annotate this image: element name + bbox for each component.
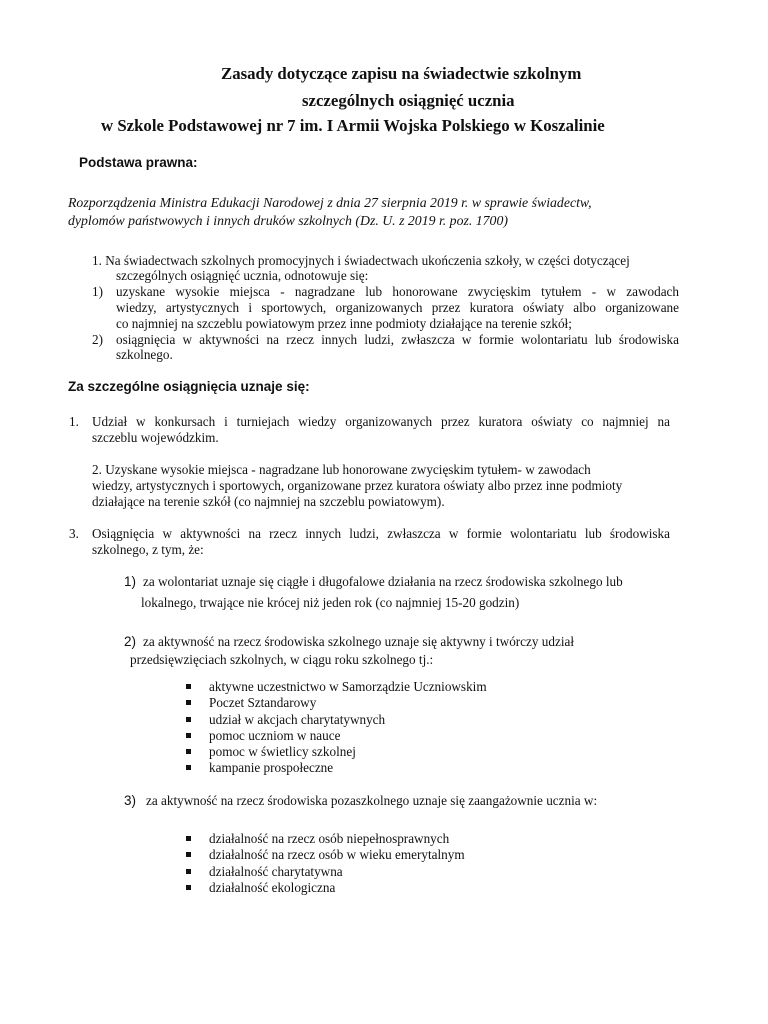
sub-3-number: 3) xyxy=(124,793,137,808)
list-item: działalność na rzecz osób w wieku emerytalnym xyxy=(186,847,465,863)
list-item: działalność ekologiczna xyxy=(186,880,465,896)
achievements-heading: Za szczególne osiągnięcia uznaje się: xyxy=(68,379,310,394)
document-title-line-3: w Szkole Podstawowej nr 7 im. I Armii Wojska Polskiego w Koszalinie xyxy=(101,116,605,135)
bullet-square-icon xyxy=(186,717,191,722)
point-1-number: 1. xyxy=(69,414,79,429)
section1-item-1-line-2: wiedzy, artystycznych i sportowych, organizowanych przez kuratora oświaty albo organizowane xyxy=(116,300,679,315)
sub-1-line-1: za wolontariat uznaje się ciągłe i długofalowe działania na rzecz środowiska szkolnego lub xyxy=(143,574,623,589)
bullet-square-icon xyxy=(186,700,191,705)
section1-item-1-line-3: co najmniej na szczeblu powiatowym przez inne podmioty działające na terenie szkół; xyxy=(116,316,572,331)
bullet-square-icon xyxy=(186,684,191,689)
point-2-line-3: działające na terenie szkół (co najmniej na szczeblu powiatowym). xyxy=(92,494,445,509)
section1-item-2-number: 2) xyxy=(92,332,103,347)
bullet-square-icon xyxy=(186,765,191,770)
sub-3-line-1: za aktywność na rzecz środowiska pozaszkolnego uznaje się zaangażownie ucznia w: xyxy=(146,793,598,808)
regulation-line-1: Rozporządzenia Ministra Edukacji Narodowej z dnia 27 sierpnia 2019 r. w sprawie świadectw, xyxy=(68,195,592,210)
section1-intro-line-2: szczególnych osiągnięć ucznia, odnotowuje się: xyxy=(116,268,369,283)
bullet-square-icon xyxy=(186,836,191,841)
document-title-line-2: szczególnych osiągnięć ucznia xyxy=(302,91,515,110)
section1-item-2-line-1: osiągnięcia w aktywności na rzecz innych ludzi, zwłaszcza w formie wolontariatu lub środowiska xyxy=(116,332,679,347)
list-item: działalność na rzecz osób niepełnosprawnych xyxy=(186,831,465,847)
point-2-line-2: wiedzy, artystycznych i sportowych, organizowane przez kuratora oświaty albo przez inne podmioty xyxy=(92,478,623,493)
section1-intro-line-1: 1. Na świadectwach szkolnych promocyjnych i świadectwach ukończenia szkoły, w części dotyczącej xyxy=(92,253,630,268)
section1-item-1-line-1: uzyskane wysokie miejsca - nagradzane lub honorowane zwycięskim tytułem - w zawodach xyxy=(116,284,679,299)
sub-1-number: 1) xyxy=(124,574,137,589)
list-item: pomoc uczniom w nauce xyxy=(186,728,487,744)
bullet-square-icon xyxy=(186,869,191,874)
bullet-square-icon xyxy=(186,885,191,890)
external-activity-list xyxy=(186,831,465,896)
section1-item-1-number: 1) xyxy=(92,284,103,299)
document-title-line-1: Zasady dotyczące zapisu na świadectwie szkolnym xyxy=(221,64,582,83)
section1-item-2-line-2: szkolnego. xyxy=(116,347,173,362)
list-item: pomoc w świetlicy szkolnej xyxy=(186,744,487,760)
point-2-line-1: 2. Uzyskane wysokie miejsca - nagradzane lub honorowane zwycięskim tytułem- w zawodach xyxy=(92,462,591,477)
bullet-square-icon xyxy=(186,733,191,738)
point-3-number: 3. xyxy=(69,526,79,541)
point-3-line-1: Osiągnięcia w aktywności na rzecz innych ludzi, zwłaszcza w formie wolontariatu lub środowiska xyxy=(92,526,670,541)
list-item: Poczet Sztandarowy xyxy=(186,695,487,711)
list-item: kampanie prospołeczne xyxy=(186,760,487,776)
legal-basis-heading: Podstawa prawna: xyxy=(79,155,198,170)
list-item: aktywne uczestnictwo w Samorządzie Uczniowskim xyxy=(186,679,487,695)
sub-2-line-2: przedsięwzięciach szkolnych, w ciągu roku szkolnego tj.: xyxy=(130,652,434,667)
bullet-square-icon xyxy=(186,749,191,754)
sub-1-line-2: lokalnego, trwające nie krócej niż jeden rok (co najmniej 15-20 godzin) xyxy=(141,595,520,610)
list-item: udział w akcjach charytatywnych xyxy=(186,712,487,728)
point-3-line-2: szkolnego, z tym, że: xyxy=(92,542,204,557)
sub-2-line-1: za aktywność na rzecz środowiska szkolnego uznaje się aktywny i twórczy udział xyxy=(143,634,575,649)
school-activity-list xyxy=(186,679,487,777)
list-item: działalność charytatywna xyxy=(186,864,465,880)
sub-2-number: 2) xyxy=(124,634,137,649)
point-1-line-2: szczeblu wojewódzkim. xyxy=(92,430,219,445)
bullet-square-icon xyxy=(186,852,191,857)
regulation-line-2: dyplomów państwowych i innych druków szkolnych (Dz. U. z 2019 r. poz. 1700) xyxy=(68,213,508,228)
point-1-line-1: Udział w konkursach i turniejach wiedzy organizowanych przez kuratora oświaty co najmniej na xyxy=(92,414,670,429)
